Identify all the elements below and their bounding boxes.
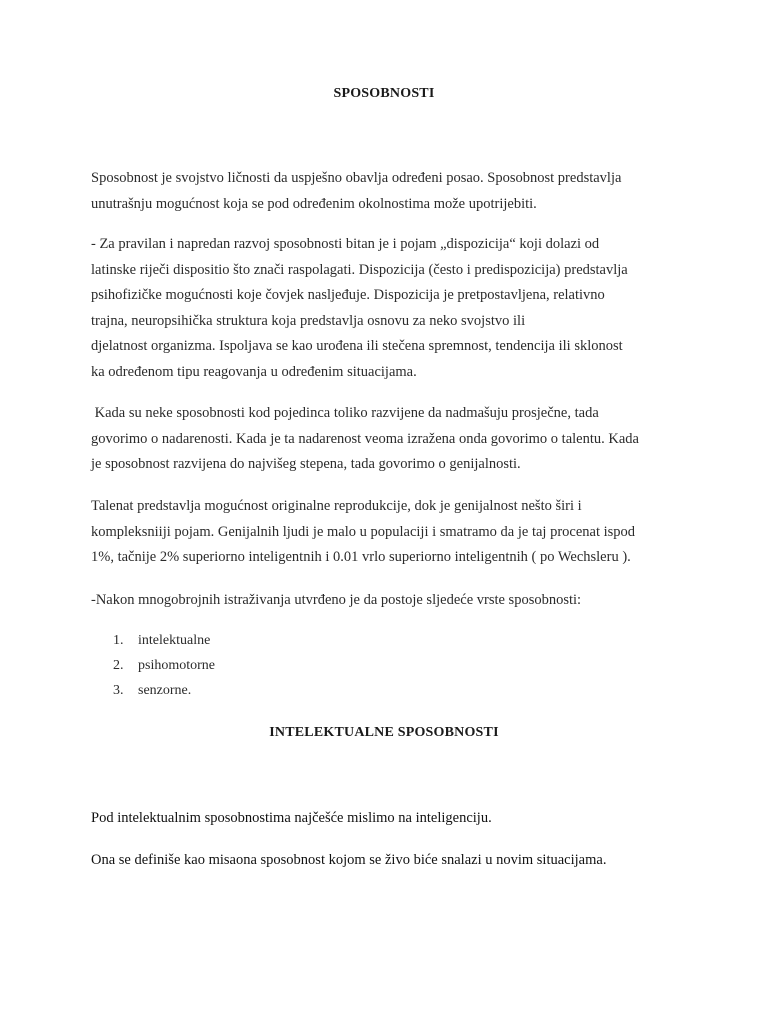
paragraph-dispozicija (91, 232, 691, 385)
paragraph-intelektualne (91, 806, 691, 832)
list-item-text: psihomotorne (138, 658, 215, 673)
text-line: psihofizičke mogućnosti koje čovjek nasljeđuje. Dispozicija je pretpostavljena, relativno (91, 287, 605, 303)
text-line: djelatnost organizma. Ispoljava se kao urođena ili stečena spremnost, tendencija ili sklonost (91, 338, 623, 354)
text-line: Pod intelektualnim sposobnostima najčešće mislimo na inteligenciju. (91, 810, 492, 826)
text-line: govorimo o nadarenosti. Kada je ta nadarenost veoma izražena onda govorimo o talentu. Kada (91, 430, 639, 447)
text-line: trajna, neuropsihička struktura koja predstavlja osnovu za neko svojstvo ili (91, 312, 526, 329)
list-item-text: senzorne. (138, 683, 192, 698)
paragraph-vrste (91, 588, 691, 614)
list-item (113, 628, 215, 653)
numbered-list (113, 628, 215, 703)
text-line: Ona se definiše kao misaona sposobnost kojom se živo biće snalazi u novim situacijama. (91, 852, 607, 868)
document-title: SPOSOBNOSTI (333, 86, 435, 101)
paragraph-definition (91, 166, 691, 217)
text-line: Sposobnost je svojstvo ličnosti da uspješno obavlja određeni posao. Sposobnost predstavlja (91, 170, 622, 186)
text-line: kompleksniiji pojam. Genijalnih ljudi je malo u populaciji i smatramo da je taj procenat ispod (91, 523, 636, 540)
paragraph-nadarenost (91, 401, 691, 478)
text-line: - Za pravilan i napredan razvoj sposobnosti bitan je i pojam „dispozicija“ koji dolazi od (91, 236, 600, 252)
text-line: latinske riječi dispositio što znači raspolagati. Dispozicija (često i predispozicija) predstavlja (91, 261, 628, 278)
paragraph-talenat (91, 494, 691, 571)
paragraph-definicija (91, 848, 691, 874)
section-title: INTELEKTUALNE SPOSOBNOSTI (269, 725, 499, 740)
list-item-number: 2. (113, 658, 124, 673)
text-line: unutrašnju mogućnost koja se pod određenim okolnostima može upotrijebiti. (91, 195, 537, 212)
list-item (113, 678, 215, 703)
text-line: 1%, tačnije 2% superiorno inteligentnih i 0.01 vrlo superiorno inteligentnih ( po Wechsleru ). (91, 549, 631, 565)
text-line: Talenat predstavlja mogućnost originalne reprodukcije, dok je genijalnost nešto širi i (91, 498, 582, 514)
list-item (113, 653, 215, 678)
list-item-number: 3. (113, 683, 124, 698)
list-item-text: intelektualne (138, 633, 211, 648)
text-line: -Nakon mnogobrojnih istraživanja utvrđeno je da postoje sljedeće vrste sposobnosti: (91, 592, 582, 608)
list-item-number: 1. (113, 633, 124, 648)
text-line: je sposobnost razvijena do najvišeg stepena, tada govorimo o genijalnosti. (91, 456, 521, 472)
text-line: ka određenom tipu reagovanja u određenim situacijama. (91, 363, 417, 380)
text-line: Kada su neke sposobnosti kod pojedinca toliko razvijene da nadmašuju prosječne, tada (91, 405, 599, 421)
